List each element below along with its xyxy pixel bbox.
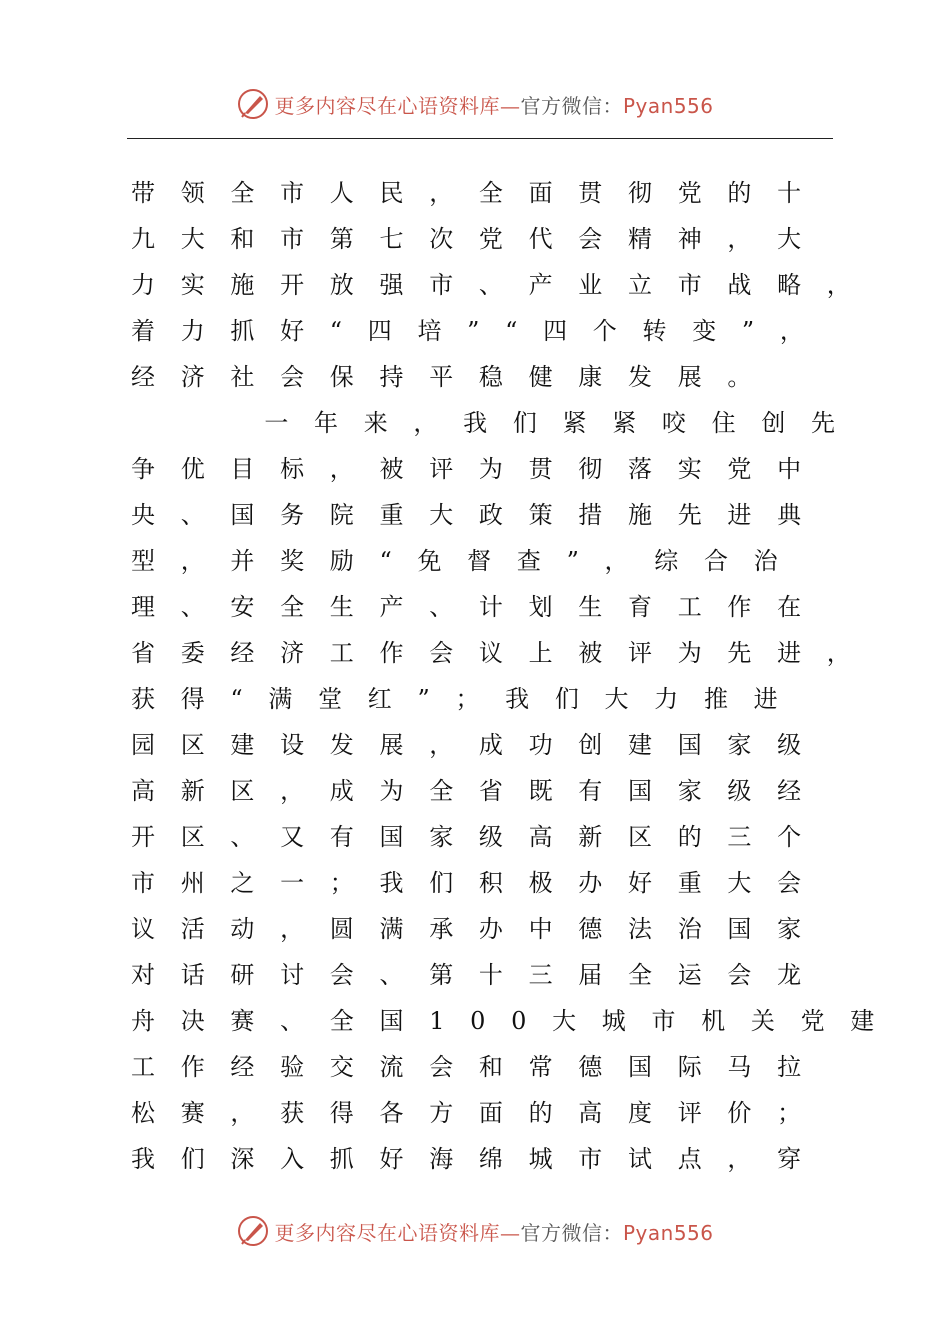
- text-line: 高新区，成为全省既有国家级经: [131, 777, 827, 805]
- text-line: 议活动，圆满承办中德法治国家: [131, 915, 827, 943]
- text-line: 一年来，我们紧紧咬住创先: [131, 409, 861, 437]
- text-line: 园区建设发展，成功创建国家级: [131, 731, 827, 759]
- footer-banner: [0, 1211, 950, 1251]
- text-line: 争优目标，被评为贯彻落实党中: [131, 455, 827, 483]
- text-line: 市州之一；我们积极办好重大会: [131, 869, 827, 897]
- banner-text: [274, 1217, 713, 1246]
- text-line: 省委经济工作会议上被评为先进，: [131, 639, 877, 667]
- text-line: 对话研讨会、第十三届全运会龙: [131, 961, 827, 989]
- text-line: 松赛，获得各方面的高度评价；: [131, 1099, 827, 1127]
- banner-dash: —: [499, 1220, 521, 1245]
- quill-logo-icon: [236, 1214, 270, 1248]
- text-line: 获得“满堂红”；我们大力推进: [131, 685, 804, 713]
- banner-text: [274, 90, 713, 119]
- banner-dash: —: [499, 93, 521, 118]
- text-line: 我们深入抓好海绵城市试点，穿: [131, 1145, 827, 1173]
- header-divider: [127, 138, 833, 139]
- text-line: 带领全市人民，全面贯彻党的十: [131, 179, 827, 207]
- quill-logo-icon: [236, 87, 270, 121]
- banner-wechat-label: 官方微信：: [520, 1220, 623, 1245]
- text-line: 力实施开放强市、产业立市战略，: [131, 271, 877, 299]
- text-line: 九大和市第七次党代会精神，大: [131, 225, 827, 253]
- text-line: 开区、又有国家级高新区的三个: [131, 823, 827, 851]
- text-line: 工作经验交流会和常德国际马拉: [131, 1053, 827, 1081]
- banner-wechat-handle: Pyan556: [622, 93, 714, 118]
- banner-main-text: 更多内容尽在心语资料库: [274, 93, 500, 118]
- banner-main-text: 更多内容尽在心语资料库: [274, 1220, 500, 1245]
- text-line: 舟决赛、全国100大城市机关党建: [131, 1007, 901, 1035]
- text-line: 着力抓好“四培”“四个转变”，: [131, 317, 830, 345]
- text-line: 经济社会保持平稳健康发展。: [131, 363, 778, 391]
- banner-wechat-handle: Pyan556: [622, 1220, 714, 1245]
- text-line: 央、国务院重大政策措施先进典: [131, 501, 827, 529]
- text-line: 理、安全生产、计划生育工作在: [131, 593, 827, 621]
- header-banner: [0, 84, 950, 124]
- banner-wechat-label: 官方微信：: [520, 93, 623, 118]
- text-line: 型，并奖励“免督查”，综合治: [131, 547, 804, 575]
